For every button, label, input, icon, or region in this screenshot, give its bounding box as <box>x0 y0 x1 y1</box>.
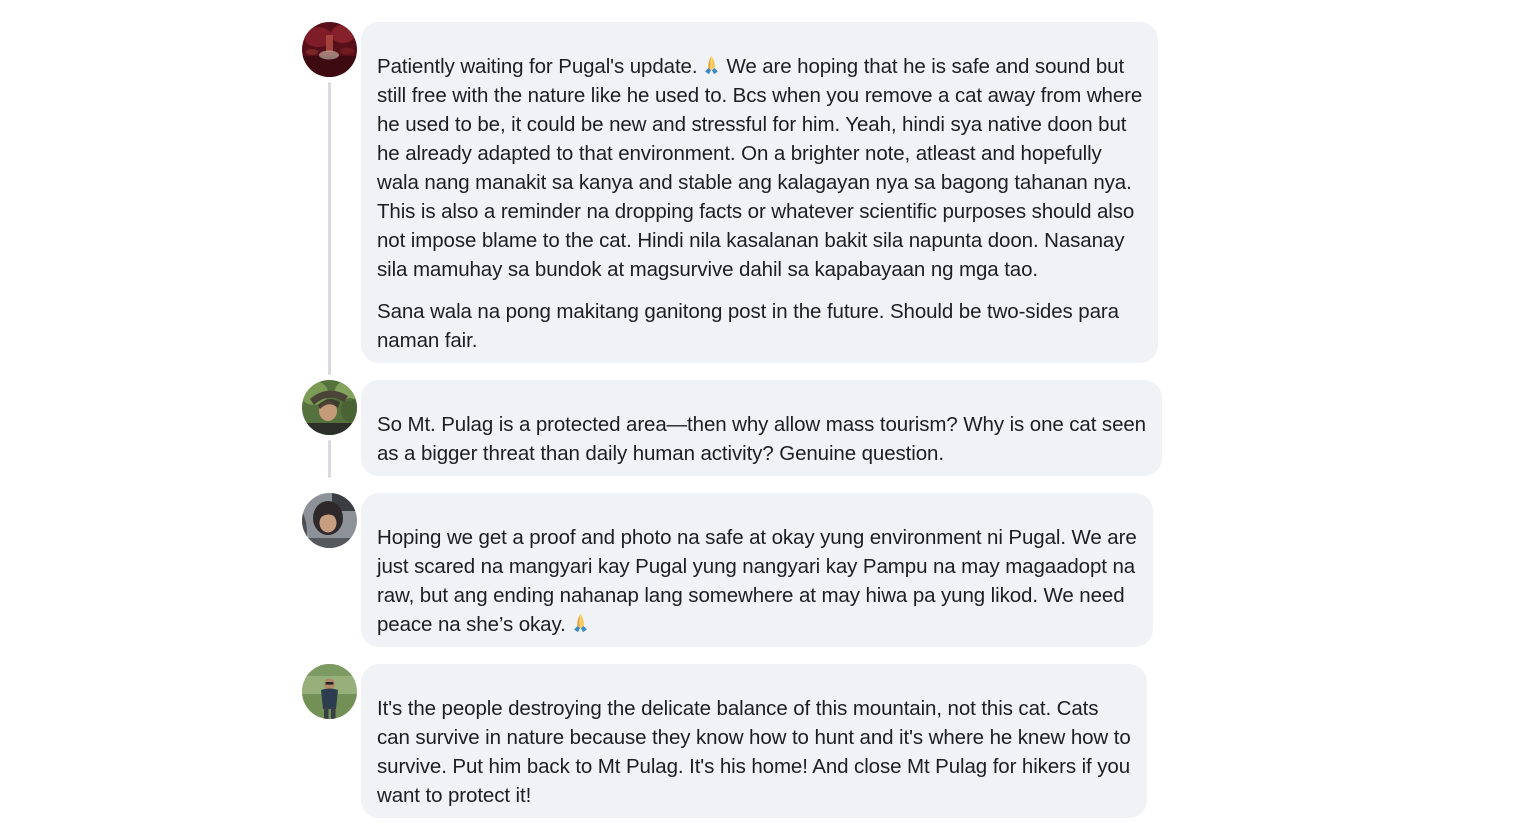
comment-text-line: peace na she’s okay. <box>377 610 1137 639</box>
comment-text-line: It's the people destroying the delicate balance of this mountain, not this cat. Cats <box>377 697 1099 720</box>
comment-text-line: he already adapted to that environment. On a brighter note, atleast and hopefully <box>377 142 1102 165</box>
comment-text-line: This is also a reminder na dropping facts or whatever scientific purposes should also <box>377 200 1135 223</box>
comment-paragraph <box>377 297 1142 355</box>
comment-paragraph <box>377 694 1131 810</box>
comment-text-line: just scared na mangyari kay Pugal yung nangyari kay Pampu na may magaadopt na <box>377 555 1136 578</box>
thread-connector-line <box>328 82 331 375</box>
car-portrait-avatar <box>302 493 357 548</box>
comment-text-line: can survive in nature because they know how to hunt and it's where he knew how to <box>377 726 1131 749</box>
folded-hands-emoji <box>700 54 723 77</box>
comment-paragraph <box>377 410 1146 468</box>
comment-text-line: not impose blame to the cat. Hindi nila kasalanan bakit sila napunta doon. Nasanay <box>377 229 1125 252</box>
comment-author-avatar[interactable] <box>302 380 357 435</box>
comment-text-line: as a bigger threat than daily human activity? Genuine question. <box>377 442 944 465</box>
comment-paragraph <box>377 523 1137 639</box>
red-concert-scene-avatar <box>302 22 357 77</box>
comments-thread <box>302 22 1302 835</box>
comment-text-line: he used to be, it could be new and stressful for him. Yeah, hindi sya native doon but <box>377 113 1127 136</box>
comment-bubble <box>361 22 1158 363</box>
comment-bubble <box>361 380 1162 476</box>
folded-hands-emoji <box>569 612 592 635</box>
comment-text-line: So Mt. Pulag is a protected area—then why allow mass tourism? Why is one cat seen <box>377 413 1146 436</box>
comment <box>302 493 1302 647</box>
comment-text-line: wala nang manakit sa kanya and stable ang kalagayan nya sa bagong tahanan nya. <box>377 171 1132 194</box>
comment-text-line: sila mamuhay sa bundok at magsurvive dahil sa kapabayaan ng mga tao. <box>377 258 1038 281</box>
comment-text-line: still free with the nature like he used to. Bcs when you remove a cat away from where <box>377 84 1143 107</box>
comment-author-avatar[interactable] <box>302 22 357 77</box>
comment <box>302 664 1302 818</box>
comment-paragraph <box>377 52 1142 284</box>
comment-text-line: Sana wala na pong makitang ganitong post in the future. Should be two-sides para <box>377 300 1119 323</box>
thread-connector-line <box>328 440 331 478</box>
comment-author-avatar[interactable] <box>302 493 357 548</box>
comment-text-line: Patiently waiting for Pugal's update. We are hoping that he is safe and sound but <box>377 55 1125 78</box>
comment-bubble <box>361 664 1147 818</box>
comment-text-line: Hoping we get a proof and photo na safe at okay yung environment ni Pugal. We are <box>377 526 1137 549</box>
comment-text-line: want to protect it! <box>377 784 532 807</box>
grass-field-portrait-avatar <box>302 664 357 719</box>
comment-text-line: raw, but ang ending nahanap lang somewhere at may hiwa pa yung likod. We need <box>377 584 1125 607</box>
comment-author-avatar[interactable] <box>302 664 357 719</box>
comment-bubble <box>361 493 1153 647</box>
comment <box>302 380 1302 476</box>
comment-text-line: survive. Put him back to Mt Pulag. It's his home! And close Mt Pulag for hikers if you <box>377 755 1131 778</box>
comment-text-line: naman fair. <box>377 329 478 352</box>
outdoor-green-portrait-avatar <box>302 380 357 435</box>
comment <box>302 22 1302 363</box>
